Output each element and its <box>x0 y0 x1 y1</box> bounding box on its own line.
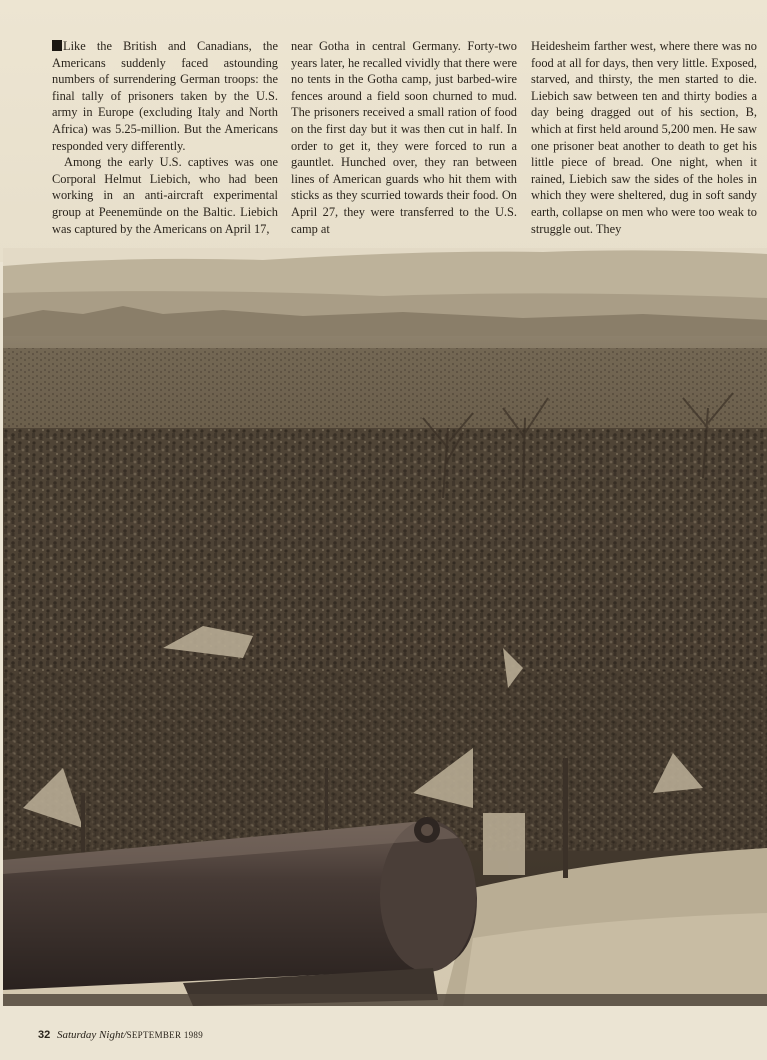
article-column-1 <box>52 38 278 237</box>
article-paragraph: near Gotha in central Germany. Forty-two years later, he recalled vividly that there were no tents in the Gotha camp, just barbed-wire fences around a field soon churned to mud. The prisoners received a small ration of food on the first day but it was then cut in half. In order to get it, they were forced to run a gauntlet. Hunched over, they ran between lines of American guards who hit them with sticks as they scurried towards their food. On April 27, they were transferred to the U.S. camp at <box>291 39 517 236</box>
paragraph-text: Like the British and Canadians, the Americans suddenly faced astounding numbers of surrendering German troops: the final tally of prisoners taken by the U.S. army in Europe (excluding Italy and North Africa) was 5.25-million. But the Americans responded very differently. <box>52 39 278 153</box>
article-column-3 <box>531 38 757 237</box>
article-paragraph: Among the early U.S. captives was one Corporal Helmut Liebich, who had been working in an anti-aircraft experimental group at Peenemünde on the Baltic. Liebich was captured by the Americans on April 17, <box>52 155 278 236</box>
issue-date: SEPTEMBER 1989 <box>126 1030 204 1040</box>
magazine-name: Saturday Night/ <box>57 1029 127 1041</box>
article-column-2 <box>291 38 517 237</box>
article-paragraph <box>52 38 278 154</box>
page-number: 32 <box>38 1029 51 1041</box>
article-paragraph: Heidesheim farther west, where there was no food at all for days, then very little. Exposed, starved, and thirsty, the men started to die. Liebich saw between ten and thirty bodies a day being dragged out of his section, B, which at first held around 5,200 men. He saw one prisoner beat another to death to get his little piece of bread. One night, when it rained, Liebich saw the sides of the holes in which they were sheltered, dug in soft sandy earth, collapse on men who were too weak to struggle out. They <box>531 39 757 236</box>
page-footer <box>38 1029 203 1041</box>
drop-cap-mark <box>52 40 62 51</box>
prison-camp-photograph <box>3 248 767 1006</box>
